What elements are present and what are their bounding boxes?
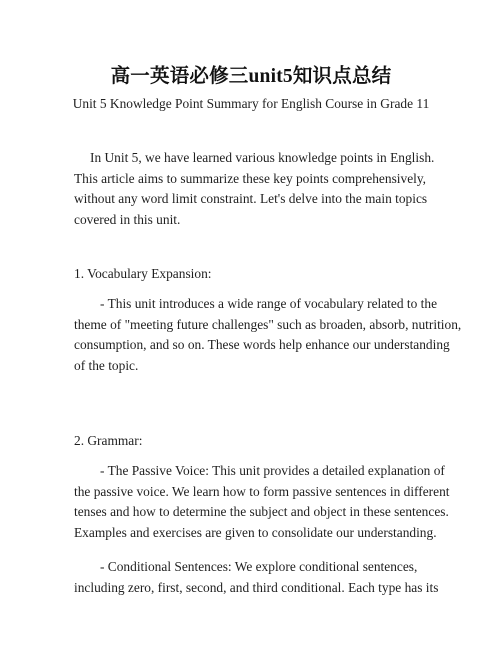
vocabulary-line: of the topic. bbox=[74, 357, 139, 373]
intro-line: without any word limit constraint. Let's delve into the main topics bbox=[74, 191, 428, 207]
section-heading-grammar: 2. Grammar: bbox=[74, 433, 143, 448]
document-subtitle: Unit 5 Knowledge Point Summary for English Course in Grade 11 bbox=[72, 96, 430, 111]
conditional-line: including zero, first, second, and third conditional. Each type has its bbox=[74, 579, 439, 595]
conditional-paragraph bbox=[74, 557, 438, 598]
vocabulary-line: theme of "meeting future challenges" such as broaden, absorb, nutrition, bbox=[74, 316, 462, 332]
section-heading-vocabulary: 1. Vocabulary Expansion: bbox=[74, 266, 212, 281]
intro-line: This article aims to summarize these key points comprehensively, bbox=[74, 170, 427, 186]
document-title: 高一英语必修三unit5知识点总结 bbox=[110, 66, 392, 87]
vocabulary-line: - This unit introduces a wide range of vocabulary related to the bbox=[100, 296, 438, 311]
intro-line: covered in this unit. bbox=[74, 211, 181, 227]
vocabulary-line: consumption, and so on. These words help enhance our understanding bbox=[74, 337, 450, 353]
passive-voice-line: tenses and how to determine the subject and object in these sentences. bbox=[74, 504, 449, 520]
passive-voice-paragraph bbox=[74, 461, 449, 543]
conditional-line: - Conditional Sentences: We explore conditional sentences, bbox=[100, 559, 418, 574]
passive-voice-line: the passive voice. We learn how to form passive sentences in different bbox=[74, 483, 450, 499]
intro-line: In Unit 5, we have learned various knowledge points in English. bbox=[90, 150, 435, 165]
vocabulary-paragraph bbox=[74, 294, 461, 376]
passive-voice-line: - The Passive Voice: This unit provides a detailed explanation of bbox=[100, 463, 445, 478]
passive-voice-line: Examples and exercises are given to consolidate our understanding. bbox=[74, 524, 437, 540]
intro-paragraph bbox=[74, 148, 434, 230]
